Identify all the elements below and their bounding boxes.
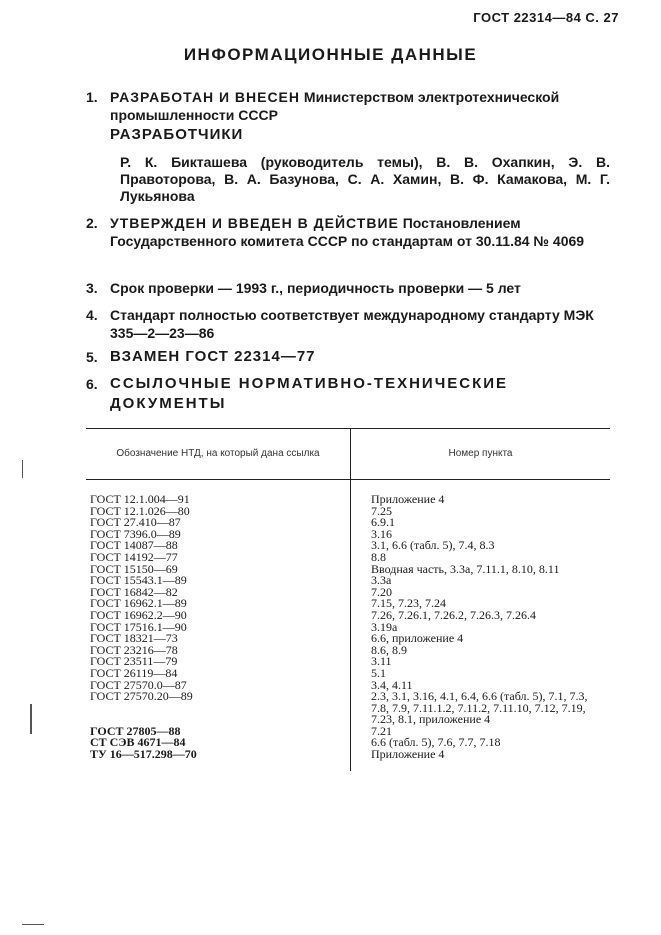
document-cell: ГОСТ 15543.1—89 (86, 575, 351, 587)
document-cell: ГОСТ 12.1.026—80 (86, 506, 351, 518)
developers-heading: РАЗРАБОТЧИКИ (110, 126, 244, 143)
document-cell: ГОСТ 26119—84 (86, 668, 351, 680)
document-cell: СТ СЭВ 4671—84 (86, 737, 351, 749)
points-cell: 6.6, приложение 4 (371, 631, 464, 646)
points-cell: 7.26, 7.26.1, 7.26.2, 7.26.3, 7.26.4 (371, 607, 536, 622)
document-cell: ГОСТ 23511—79 (86, 656, 351, 668)
table-row (86, 749, 610, 771)
table-header-row (86, 429, 610, 480)
section-number: 1. (86, 89, 98, 105)
section-3 (86, 279, 612, 297)
points-cell: Приложение 4 (371, 492, 445, 506)
references-table (86, 428, 610, 771)
points-cell: Приложение 4 (371, 747, 445, 762)
points-cell: 8.8 (371, 549, 386, 564)
points-cell: 3.16 (371, 526, 392, 541)
points-cell: 6.6 (табл. 5), 7.6, 7.7, 7.18 (371, 735, 501, 750)
section-lead: РАЗРАБОТАН И ВНЕСЕН (110, 89, 301, 105)
points-cell: 3.3а (371, 573, 392, 588)
document-cell: ГОСТ 27570.0—87 (86, 680, 351, 692)
section-number: 3. (86, 280, 98, 296)
section-4 (86, 306, 612, 342)
points-cell: Вводная часть, 3.3а, 7.11.1, 8.10, 8.11 (371, 561, 560, 576)
document-cell: ГОСТ 27805—88 (86, 726, 351, 738)
points-cell: 6.9.1 (371, 515, 395, 530)
points-cell: 7.20 (371, 584, 392, 599)
points-cell: 7.15, 7.23, 7.24 (371, 596, 446, 611)
section-text: ССЫЛОЧНЫЕ НОРМАТИВНО-ТЕХНИЧЕСКИЕ ДОКУМЕНТЫ (110, 375, 509, 412)
section-number: 2. (86, 215, 98, 231)
table-row (86, 480, 610, 506)
scan-mark (22, 924, 44, 925)
section-6 (86, 374, 612, 414)
section-text: Министерством электротехнической промышленности СССР (110, 89, 560, 123)
page-title: ИНФОРМАЦИОННЫЕ ДАННЫЕ (183, 45, 478, 64)
section-text: ВЗАМЕН ГОСТ 22314—77 (110, 348, 316, 365)
document-cell: ГОСТ 14087—88 (86, 540, 351, 552)
section-text: Постановлением Государственного комитета СССР по стандартам от 30.11.84 № 4069 (110, 215, 585, 249)
document-cell: ГОСТ 15150—69 (86, 564, 351, 576)
points-cell: 8.6, 8.9 (371, 642, 407, 657)
section-number: 5. (86, 349, 98, 365)
section-number: 4. (86, 307, 98, 323)
section-number: 6. (86, 376, 98, 392)
document-cell: ГОСТ 16962.1—89 (86, 598, 351, 610)
points-cell: 3.11 (371, 654, 392, 669)
points-cell: 7.21 (371, 723, 392, 738)
table-row (86, 691, 610, 726)
document-cell: ГОСТ 16962.2—90 (86, 610, 351, 622)
points-cell: 7.25 (371, 503, 392, 518)
document-cell: ГОСТ 14192—77 (86, 552, 351, 564)
document-cell: ГОСТ 7396.0—89 (86, 529, 351, 541)
document-cell: ГОСТ 23216—78 (86, 645, 351, 657)
scan-mark (22, 460, 23, 478)
column-header-document: Обозначение НТД, на который дана ссылка (86, 429, 351, 480)
points-cell: 3.1, 6.6 (табл. 5), 7.4, 8.3 (371, 538, 495, 553)
section-2 (86, 214, 612, 250)
document-cell: ГОСТ 27570.20—89 (86, 691, 351, 726)
section-text: Стандарт полностью соответствует международному стандарту МЭК 335—2—23—86 (110, 307, 594, 341)
column-header-points: Номер пункта (351, 429, 611, 480)
points-cell: 5.1 (371, 665, 386, 680)
developers-list: Р. К. Бикташева (руководитель темы), В. В. Охапкин, Э. В. Правоторова, В. А. Базунова, С. А. Хамин, В. Ф. Камакова, М. Г. Лукьянова (120, 154, 610, 204)
document-cell: ТУ 16—517.298—70 (86, 749, 351, 771)
document-cell: ГОСТ 27.410—87 (86, 517, 351, 529)
points-cell: 3.19а (371, 619, 398, 634)
page-header: ГОСТ 22314—84 С. 27 (473, 10, 619, 25)
section-text: Срок проверки — 1993 г., периодичность проверки — 5 лет (110, 280, 521, 296)
points-cell: 3.4, 4.11 (371, 677, 413, 692)
document-cell: ГОСТ 17516.1—90 (86, 622, 351, 634)
section-lead: УТВЕРЖДЕН И ВВЕДЕН В ДЕЙСТВИЕ (110, 215, 399, 231)
document-cell: ГОСТ 12.1.004—91 (86, 480, 351, 506)
section-5 (86, 348, 612, 366)
document-cell: ГОСТ 18321—73 (86, 633, 351, 645)
table-body (86, 480, 610, 771)
points-cell: 2.3, 3.1, 3.16, 4.1, 6.4, 6.6 (табл. 5), 7.1, 7.3, 7.8, 7.9, 7.11.1.2, 7.11.2, 7.11.10, 7.12, 7.19, 7.23, 8.1, приложение 4 (371, 689, 588, 727)
document-cell: ГОСТ 16842—82 (86, 587, 351, 599)
section-1 (86, 88, 612, 124)
scan-mark (30, 704, 32, 734)
